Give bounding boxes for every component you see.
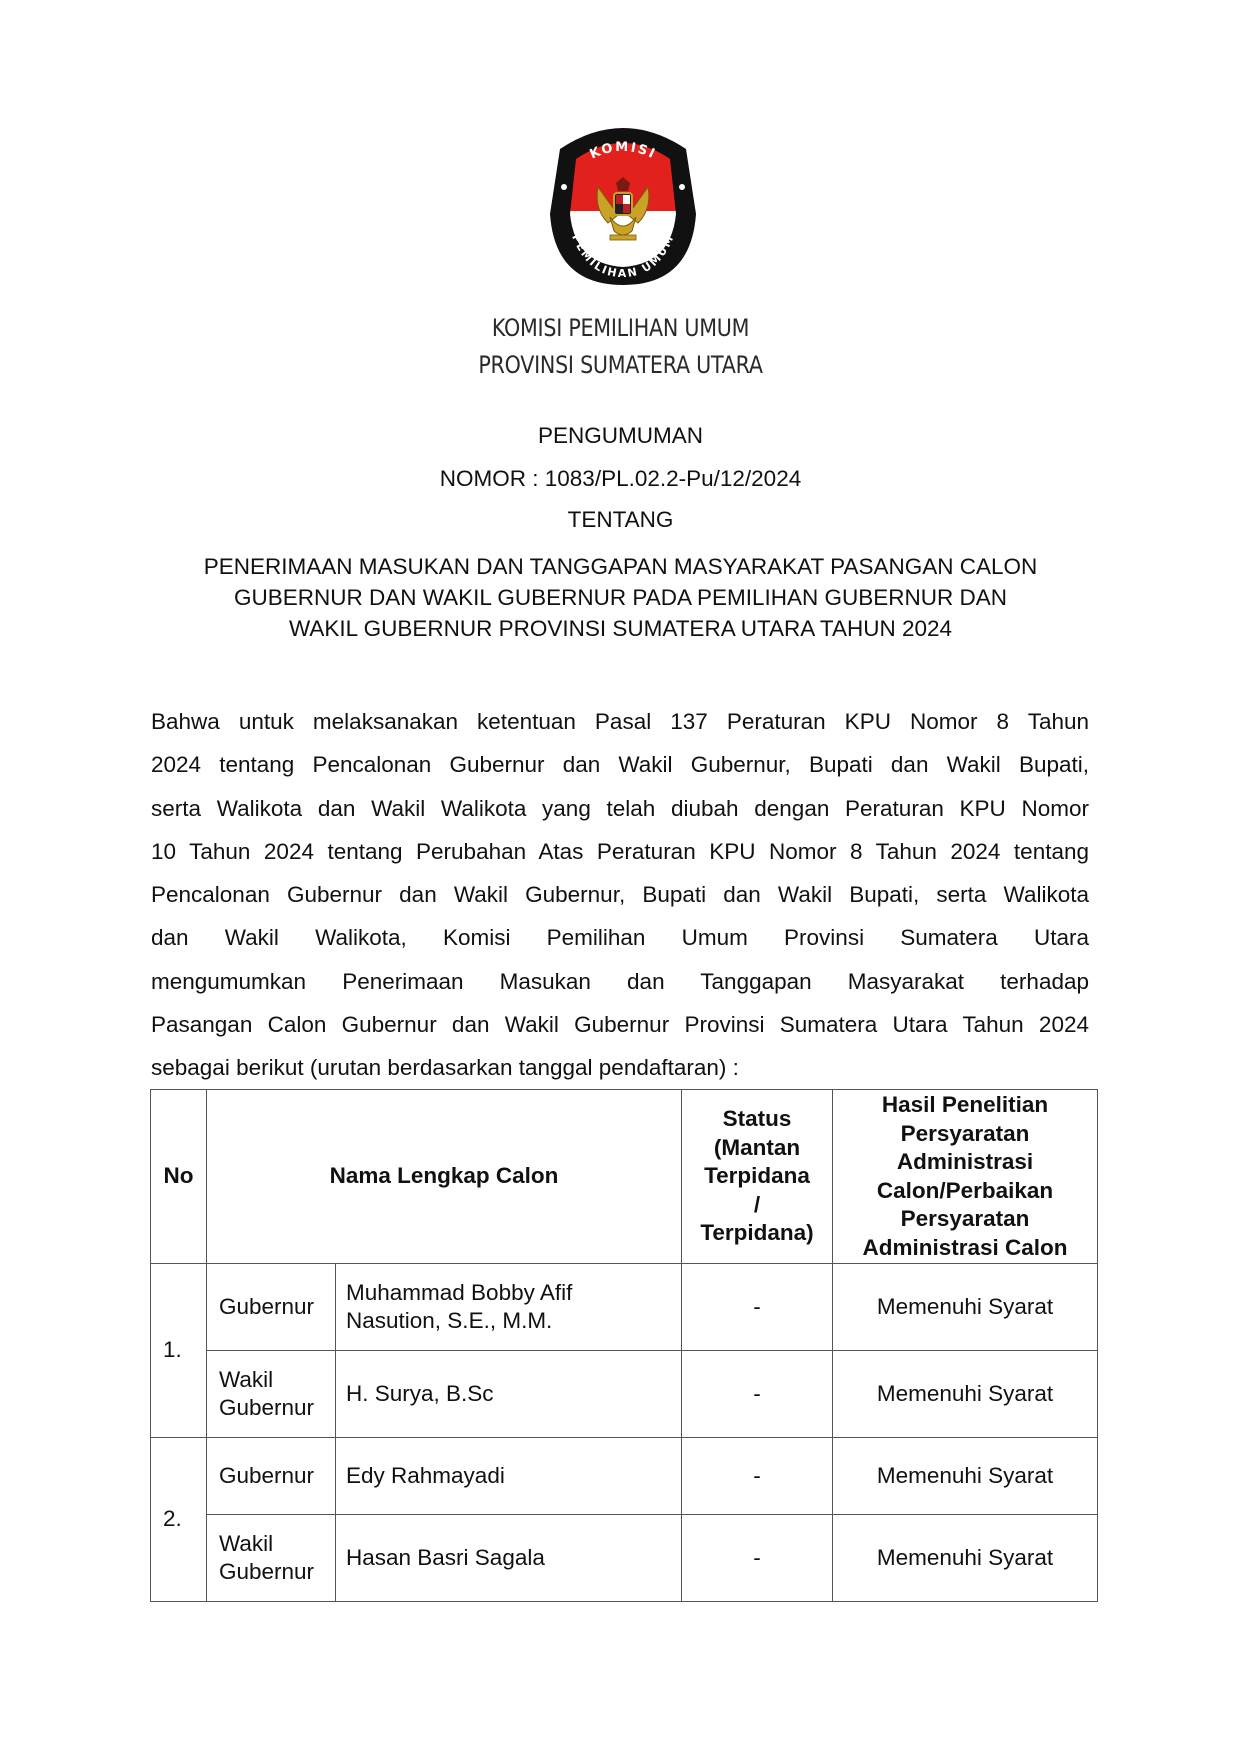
candidate-status: - xyxy=(682,1438,833,1515)
header-result xyxy=(833,1090,1098,1264)
candidates-table xyxy=(150,1089,1098,1602)
title-line: WAKIL GUBERNUR PROVINSI SUMATERA UTARA TAHUN 2024 xyxy=(288,616,953,641)
body-line: 2024 tentang Pencalonan Gubernur dan Wakil Gubernur, Bupati dan Wakil Bupati, xyxy=(151,752,1089,778)
candidate-result: Memenuhi Syarat xyxy=(833,1515,1098,1602)
candidate-result: Memenuhi Syarat xyxy=(833,1351,1098,1438)
name-line: Muhammad Bobby Afif xyxy=(346,1279,573,1305)
header-status-line: (Mantan xyxy=(713,1134,801,1160)
header-status-line: / xyxy=(753,1191,761,1217)
candidate-number: 2. xyxy=(151,1438,207,1602)
announcement-about: TENTANG xyxy=(567,507,674,532)
title-line: GUBERNUR DAN WAKIL GUBERNUR PADA PEMILIHAN GUBERNUR DAN xyxy=(233,585,1008,610)
header-name: Nama Lengkap Calon xyxy=(207,1090,682,1264)
candidate-name xyxy=(336,1515,682,1602)
body-paragraph xyxy=(151,700,1089,1090)
body-line: Pencalonan Gubernur dan Wakil Gubernur, Bupati dan Wakil Bupati, serta Walikota xyxy=(151,882,1089,908)
name-line: Nasution, S.E., M.M. xyxy=(346,1308,553,1333)
candidate-position xyxy=(207,1351,336,1438)
candidate-status: - xyxy=(682,1515,833,1602)
header-result-line: Calon/Perbaikan xyxy=(876,1177,1054,1203)
org-name: KOMISI PEMILIHAN UMUM xyxy=(491,314,750,342)
body-line: sebagai berikut (urutan berdasarkan tanggal pendaftaran) : xyxy=(151,1055,739,1081)
body-line: Bahwa untuk melaksanakan ketentuan Pasal 137 Peraturan KPU Nomor 8 Tahun xyxy=(151,709,1089,734)
header-status-line: Terpidana) xyxy=(700,1220,814,1246)
position-line: Gubernur xyxy=(219,1462,315,1488)
candidate-number: 1. xyxy=(151,1264,207,1438)
position-line: Gubernur xyxy=(219,1559,315,1584)
announcement-type: PENGUMUMAN xyxy=(537,423,703,448)
position-line: Gubernur xyxy=(219,1293,315,1319)
name-line: H. Surya, B.Sc xyxy=(346,1380,494,1406)
table-row xyxy=(151,1351,1098,1438)
table-row xyxy=(151,1264,1098,1351)
position-line: Wakil xyxy=(219,1366,274,1392)
body-line: 10 Tahun 2024 tentang Perubahan Atas Peraturan KPU Nomor 8 Tahun 2024 tentang xyxy=(151,838,1089,864)
candidate-result: Memenuhi Syarat xyxy=(833,1438,1098,1515)
name-line: Edy Rahmayadi xyxy=(346,1462,505,1488)
title-line: PENERIMAAN MASUKAN DAN TANGGAPAN MASYARAKAT PASANGAN CALON xyxy=(203,554,1038,579)
candidate-status: - xyxy=(682,1351,833,1438)
body-line: mengumumkan Penerimaan Masukan dan Tanggapan Masyarakat terhadap xyxy=(151,968,1089,994)
logo-bottom-text: PEMILIHAN UMUM xyxy=(569,232,677,281)
logo-top-text: KOMISI xyxy=(587,139,659,163)
position-line: Wakil xyxy=(219,1530,274,1556)
table-row xyxy=(151,1438,1098,1515)
body-line: Pasangan Calon Gubernur dan Wakil Gubernur Provinsi Sumatera Utara Tahun 2024 xyxy=(151,1012,1089,1038)
candidate-result: Memenuhi Syarat xyxy=(833,1264,1098,1351)
table-header-row xyxy=(151,1090,1098,1264)
candidate-status: - xyxy=(682,1264,833,1351)
header-status-line: Terpidana xyxy=(704,1163,810,1189)
header-no: No xyxy=(151,1090,207,1264)
org-province: PROVINSI SUMATERA UTARA xyxy=(478,351,763,379)
candidate-name xyxy=(336,1264,682,1351)
announcement-title xyxy=(140,551,1101,644)
name-line: Hasan Basri Sagala xyxy=(346,1544,545,1570)
candidate-position xyxy=(207,1515,336,1602)
body-line: dan Wakil Walikota, Komisi Pemilihan Umum Provinsi Sumatera Utara xyxy=(151,925,1089,951)
header-status xyxy=(682,1090,833,1264)
header-result-line: Hasil Penelitian xyxy=(881,1092,1049,1117)
header-result-line: Persyaratan xyxy=(900,1120,1030,1146)
candidate-name xyxy=(336,1351,682,1438)
kpu-logo-icon xyxy=(546,119,700,287)
header-result-line: Administrasi Calon xyxy=(862,1234,1068,1260)
table-row xyxy=(151,1515,1098,1602)
candidate-position xyxy=(207,1438,336,1515)
announcement-number: NOMOR : 1083/PL.02.2-Pu/12/2024 xyxy=(439,466,802,491)
header-status-line: Status xyxy=(722,1106,792,1132)
header-result-line: Persyaratan xyxy=(900,1206,1030,1231)
candidate-name xyxy=(336,1438,682,1515)
position-line: Gubernur xyxy=(219,1395,315,1420)
header-result-line: Administrasi xyxy=(896,1149,1034,1174)
body-line: serta Walikota dan Wakil Walikota yang telah diubah dengan Peraturan KPU Nomor xyxy=(151,795,1089,821)
candidate-position xyxy=(207,1264,336,1351)
